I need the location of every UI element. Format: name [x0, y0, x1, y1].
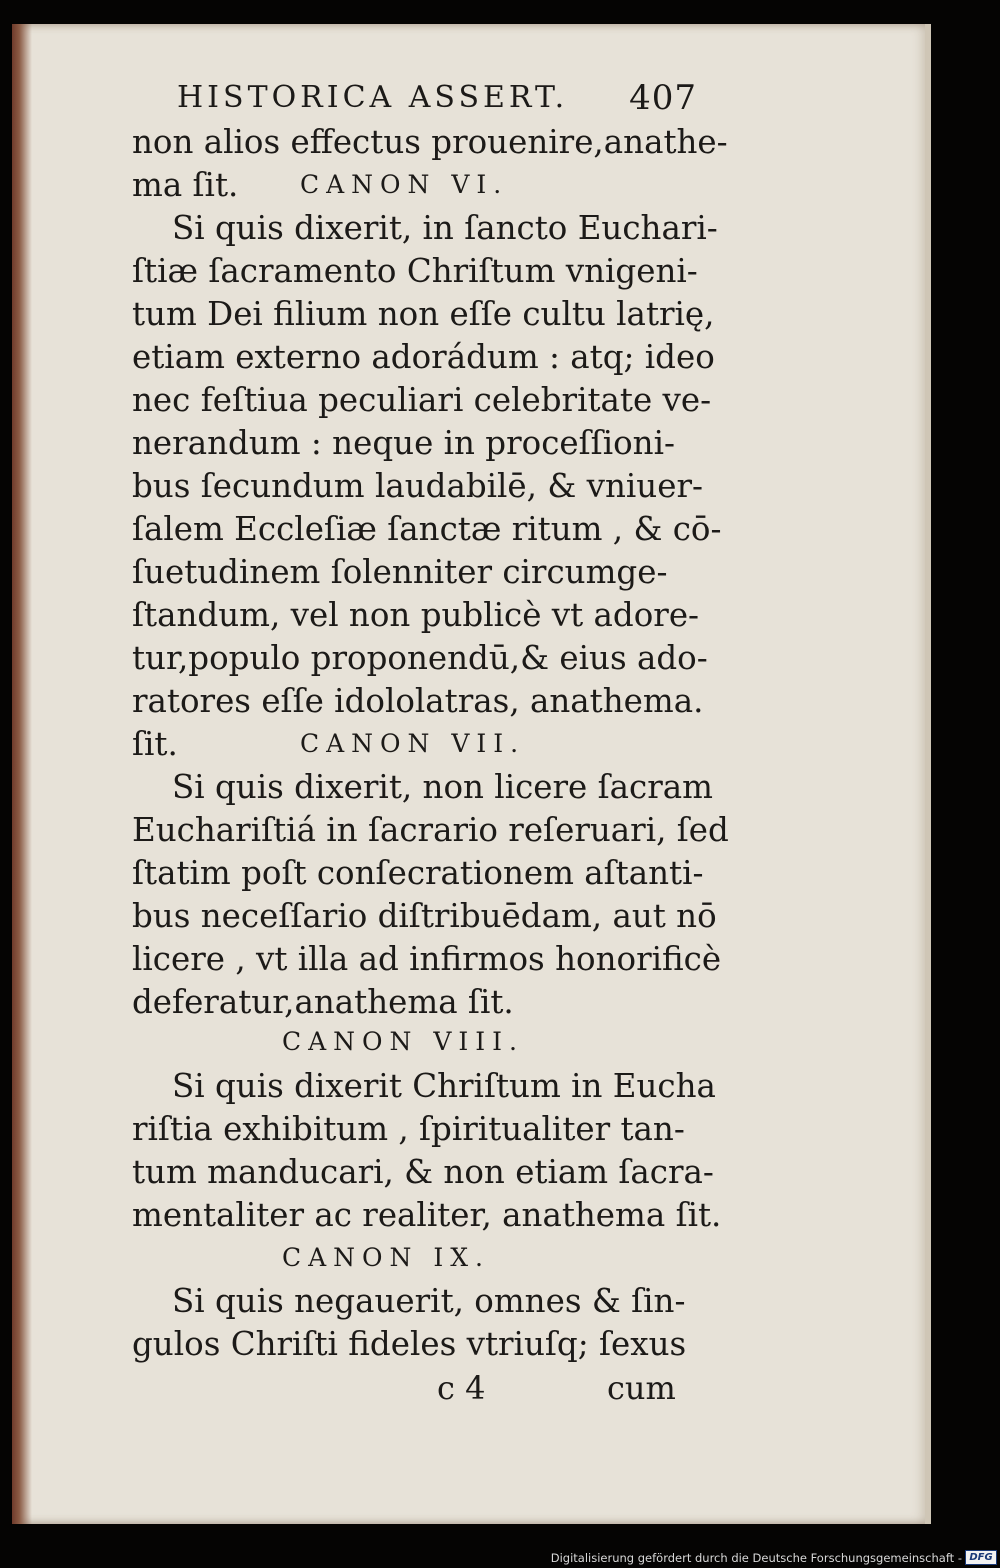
- text-line: tum Dei filium non eſſe cultu latrię,: [132, 295, 715, 333]
- text-line: tum manducari, & non etiam ſacra-: [132, 1153, 714, 1191]
- text-line: ſalem Eccleſiæ ſanctæ ritum , & cō-: [132, 510, 722, 548]
- text-line: etiam externo adorádum : atq; ideo: [132, 338, 715, 376]
- page-gutter-shadow: [12, 24, 32, 1524]
- text-line: mentaliter ac realiter, anathema ſit.: [132, 1196, 722, 1234]
- text-line: ſit.: [132, 725, 178, 763]
- text-line: Si quis dixerit, in ſancto Euchari-: [172, 209, 718, 247]
- section-heading: CANON VIII.: [282, 1027, 525, 1056]
- page-edge: [925, 24, 931, 1524]
- text-line: ma ſit.: [132, 166, 239, 204]
- text-line: Si quis negauerit, omnes & ſin-: [172, 1282, 686, 1320]
- text-line: ſtiæ ſacramento Chriſtum vnigeni-: [132, 252, 698, 290]
- text-line: riſtia exhibitum , ſpiritualiter tan-: [132, 1110, 685, 1148]
- running-head: [177, 78, 697, 118]
- text-line: Si quis dixerit Chriſtum in Eucha: [172, 1067, 716, 1105]
- text-line: Si quis dixerit, non licere ſacram: [172, 768, 713, 806]
- text-line: non alios effectus prouenire,anathe-: [132, 123, 728, 161]
- section-heading: CANON VI.: [300, 170, 509, 199]
- footer-bar: [0, 1548, 1000, 1568]
- section-heading: CANON IX.: [282, 1243, 490, 1272]
- funding-credit: Digitalisierung gefördert durch die Deutsche Forschungsgemeinschaft -: [550, 1551, 962, 1565]
- text-line: bus neceſſario diſtribuēdam, aut nō: [132, 897, 717, 935]
- text-line: bus ſecundum laudabilē, & vniuer-: [132, 467, 703, 505]
- page-number: 407: [629, 78, 697, 118]
- signature-mark: c 4: [437, 1369, 486, 1407]
- text-line: deferatur,anathema ſit.: [132, 983, 514, 1021]
- text-line: nec feſtiua peculiari celebritate ve-: [132, 381, 712, 419]
- catchword: cum: [607, 1369, 676, 1407]
- text-line: ſtandum, vel non publicè vt adore-: [132, 596, 700, 634]
- text-line: ſuetudinem ſolenniter circumge-: [132, 553, 668, 591]
- text-line: Euchariſtiá in ſacrario reſeruari, ſed: [132, 811, 729, 849]
- text-line: ſtatim poſt conſecrationem aſtanti-: [132, 854, 704, 892]
- text-line: nerandum : neque in proceſſioni-: [132, 424, 675, 462]
- text-line: ratores eſſe idololatras, anathema.: [132, 682, 704, 720]
- dfg-logo: DFG: [965, 1550, 997, 1565]
- running-head-title: HISTORICA ASSERT.: [177, 80, 569, 115]
- section-heading: CANON VII.: [300, 729, 526, 758]
- text-line: gulos Chriſti fideles vtriuſq; ſexus: [132, 1325, 687, 1363]
- text-line: tur,populo proponendū,& eius ado-: [132, 639, 708, 677]
- text-line: licere , vt illa ad infirmos honorificè: [132, 940, 722, 978]
